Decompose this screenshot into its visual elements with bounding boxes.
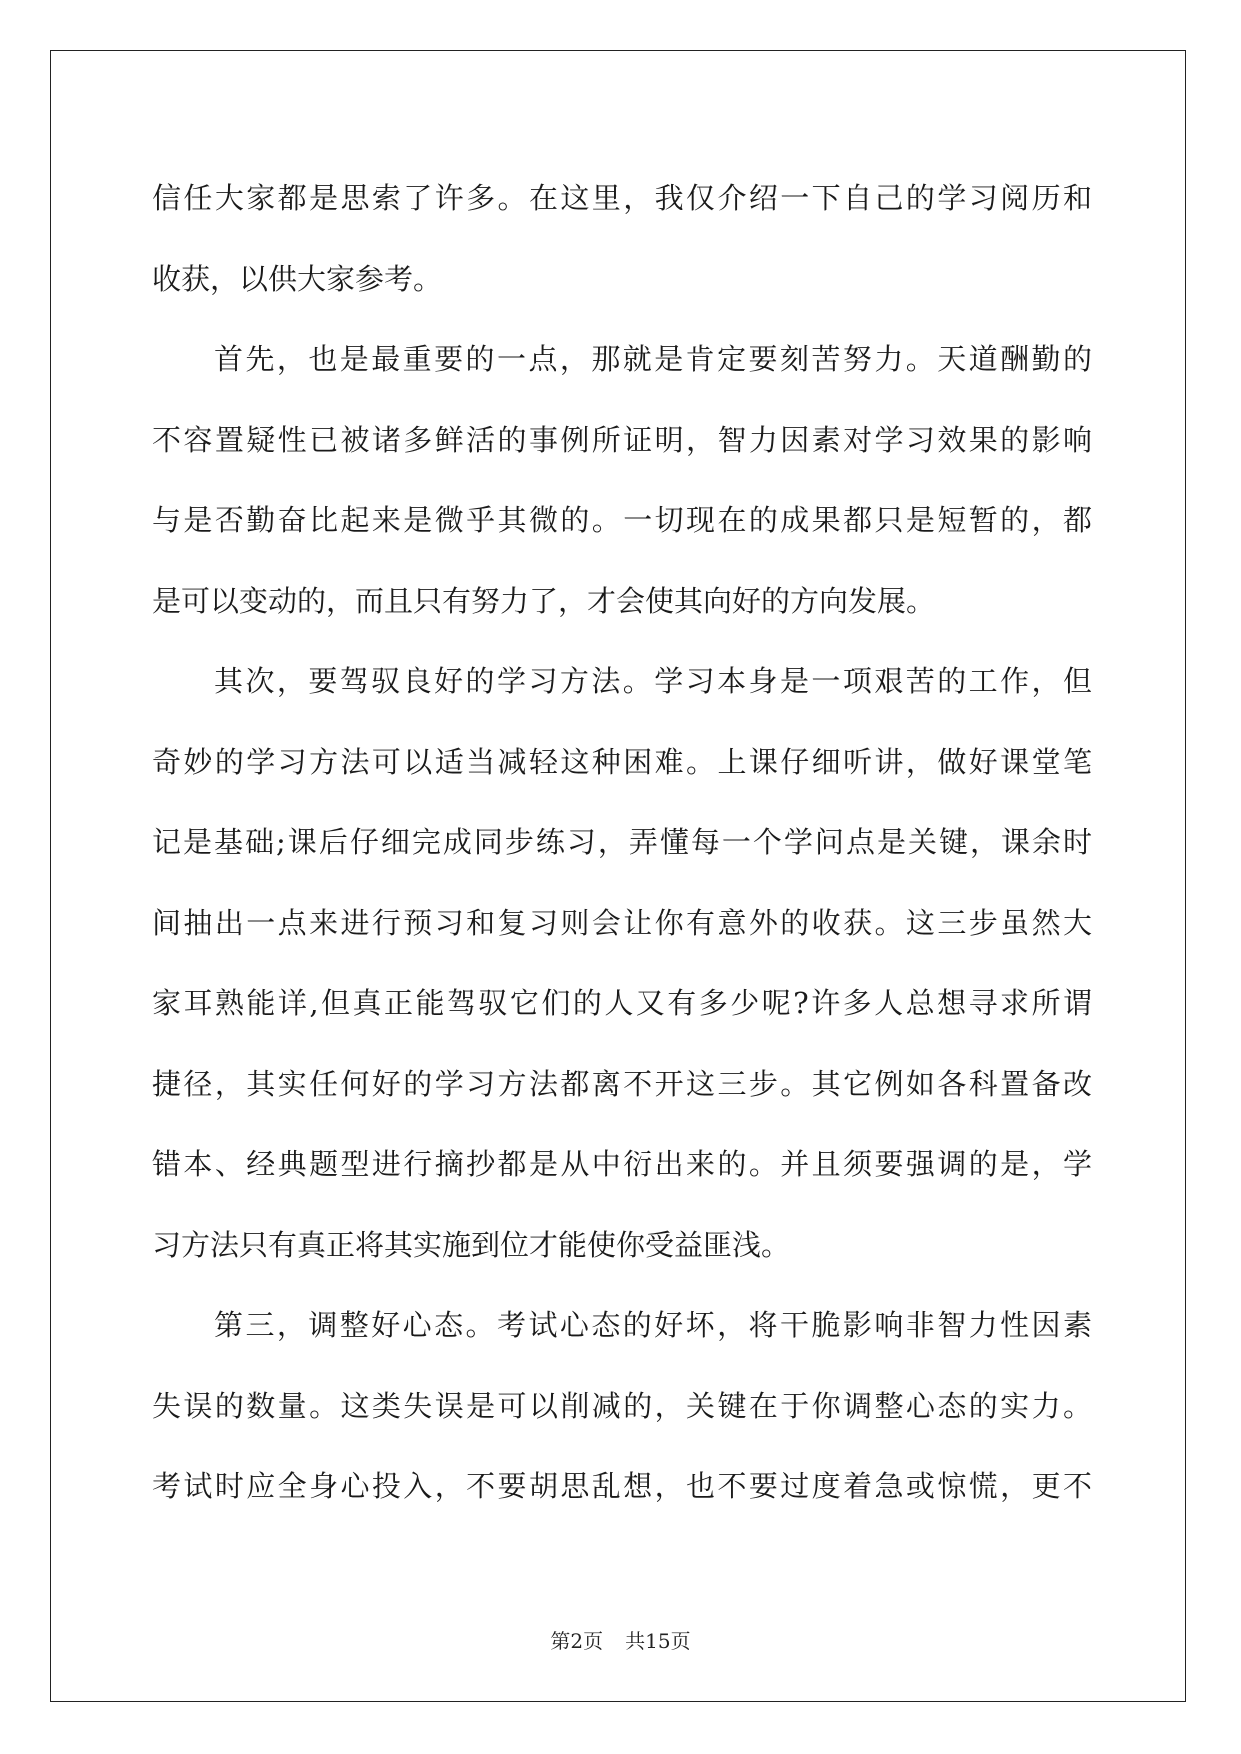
text-line: 首先，也是最重要的一点，那就是肯定要刻苦努力。天道酬勤的	[214, 342, 1092, 376]
text-line: 家耳熟能详,但真正能驾驭它们的人又有多少呢?许多人总想寻求所谓	[152, 986, 1092, 1020]
text-line: 奇妙的学习方法可以适当减轻这种困难。上课仔细听讲，做好课堂笔	[152, 744, 1092, 779]
page-number: 第2页	[550, 1629, 604, 1653]
text-line: 信任大家都是思索了许多。在这里，我仅介绍一下自己的学习阅历和	[152, 181, 1092, 215]
text-line: 捷径，其实任何好的学习方法都离不开这三步。其它例如各科置备改	[152, 1066, 1092, 1101]
text-line: 错本、经典题型进行摘抄都是从中衍出来的。并且须要强调的是，学	[152, 1147, 1092, 1181]
text-line: 收获，以供大家参考。	[152, 261, 443, 296]
text-line: 习方法只有真正将其实施到位才能使你受益匪浅。	[152, 1227, 791, 1262]
text-line: 不容置疑性已被诸多鲜活的事例所证明，智力因素对学习效果的影响	[152, 422, 1092, 457]
document-body	[152, 158, 1092, 1527]
text-line: 记是基础;课后仔细完成同步练习，弄懂每一个学问点是关键，课余时	[152, 825, 1092, 859]
text-line: 失误的数量。这类失误是可以削减的，关键在于你调整心态的实力。	[152, 1388, 1092, 1423]
text-line: 是可以变动的，而且只有努力了，才会使其向好的方向发展。	[152, 583, 936, 618]
text-line: 第三，调整好心态。考试心态的好坏，将干脆影响非智力性因素	[214, 1308, 1092, 1342]
text-line: 其次，要驾驭良好的学习方法。学习本身是一项艰苦的工作，但	[214, 664, 1092, 698]
page-footer	[0, 1626, 1241, 1656]
text-line: 间抽出一点来进行预习和复习则会让你有意外的收获。这三步虽然大	[152, 905, 1092, 940]
text-line: 考试时应全身心投入，不要胡思乱想，也不要过度着急或惊慌，更不	[152, 1469, 1092, 1503]
text-line: 与是否勤奋比起来是微乎其微的。一切现在的成果都只是短暂的，都	[152, 503, 1092, 537]
page-total: 共15页	[625, 1629, 691, 1653]
